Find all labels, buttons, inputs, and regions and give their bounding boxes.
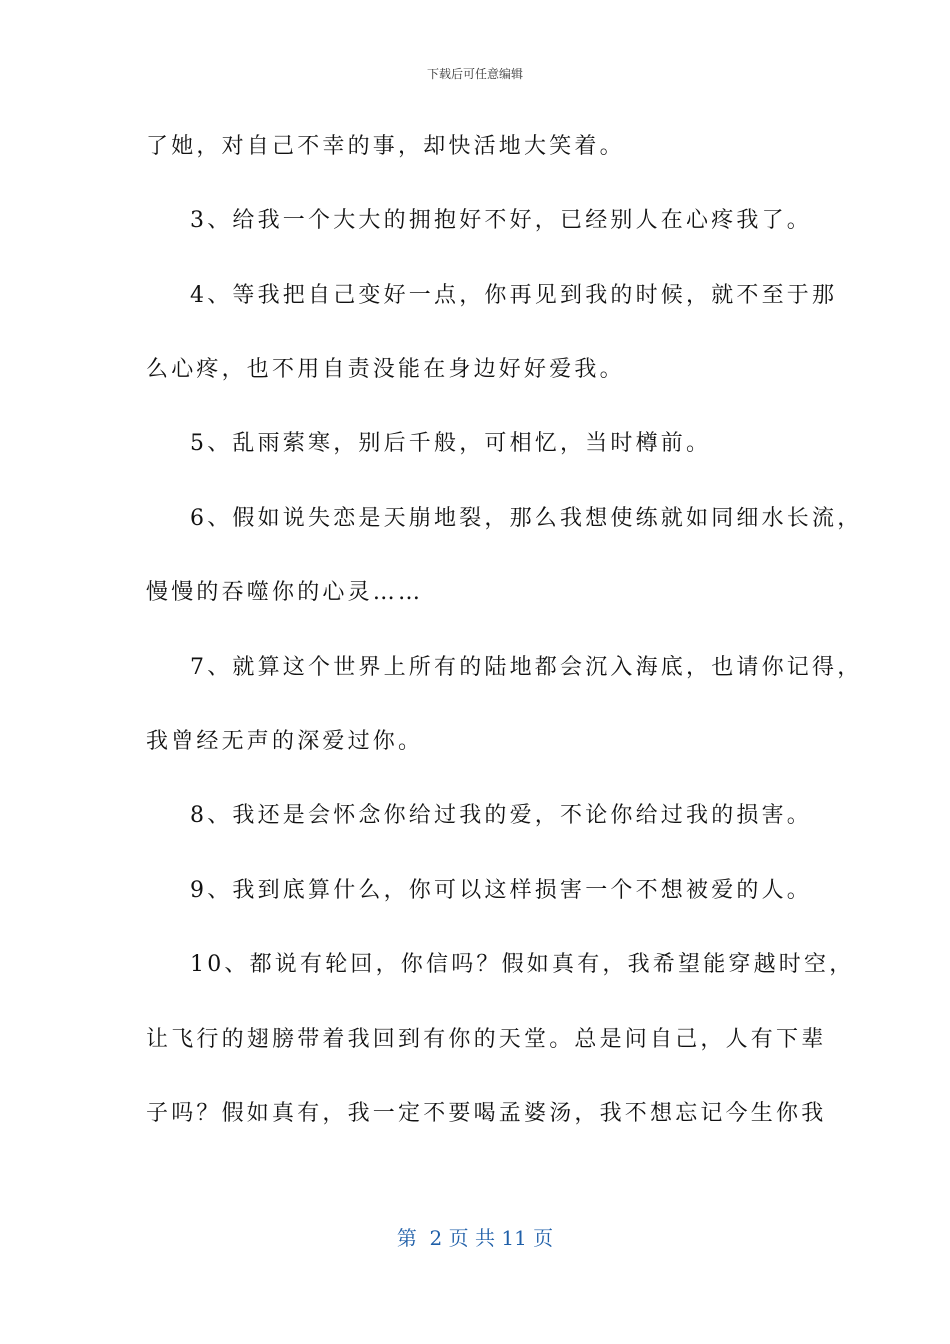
page-header: 下载后可任意编辑 — [426, 67, 523, 81]
body-line: 让飞行的翅膀带着我回到有你的天堂。总是问自己，人有下辈 — [146, 1027, 827, 1052]
body-line: 3、给我一个大大的拥抱好不好，已经别人在心疼我了。 — [190, 208, 812, 233]
body-line: 4、等我把自己变好一点，你再见到我的时候，就不至于那 — [190, 283, 838, 308]
page-number-footer: 第 2 页 共 11 页 — [396, 1226, 554, 1250]
body-line: 10、都说有轮回，你信吗？假如真有，我希望能穿越时空， — [190, 952, 855, 977]
body-line: 9、我到底算什么，你可以这样损害一个不想被爱的人。 — [190, 878, 812, 903]
body-line: 慢慢的吞噬你的心灵…… — [146, 580, 424, 605]
body-line: 6、假如说失恋是天崩地裂，那么我想使练就如同细水长流， — [190, 506, 863, 531]
body-line: 我曾经无声的深爱过你。 — [146, 729, 424, 754]
body-line: 子吗？假如真有，我一定不要喝孟婆汤，我不想忘记今生你我 — [146, 1101, 827, 1126]
body-line: 8、我还是会怀念你给过我的爱，不论你给过我的损害。 — [190, 803, 812, 828]
body-line: 5、乱雨萦寒，别后千般，可相忆，当时樽前。 — [190, 431, 712, 456]
body-line: 么心疼，也不用自责没能在身边好好爱我。 — [146, 357, 625, 382]
body-line: 7、就算这个世界上所有的陆地都会沉入海底，也请你记得， — [190, 655, 863, 680]
body-line: 了她，对自己不幸的事，却快活地大笑着。 — [146, 134, 625, 159]
